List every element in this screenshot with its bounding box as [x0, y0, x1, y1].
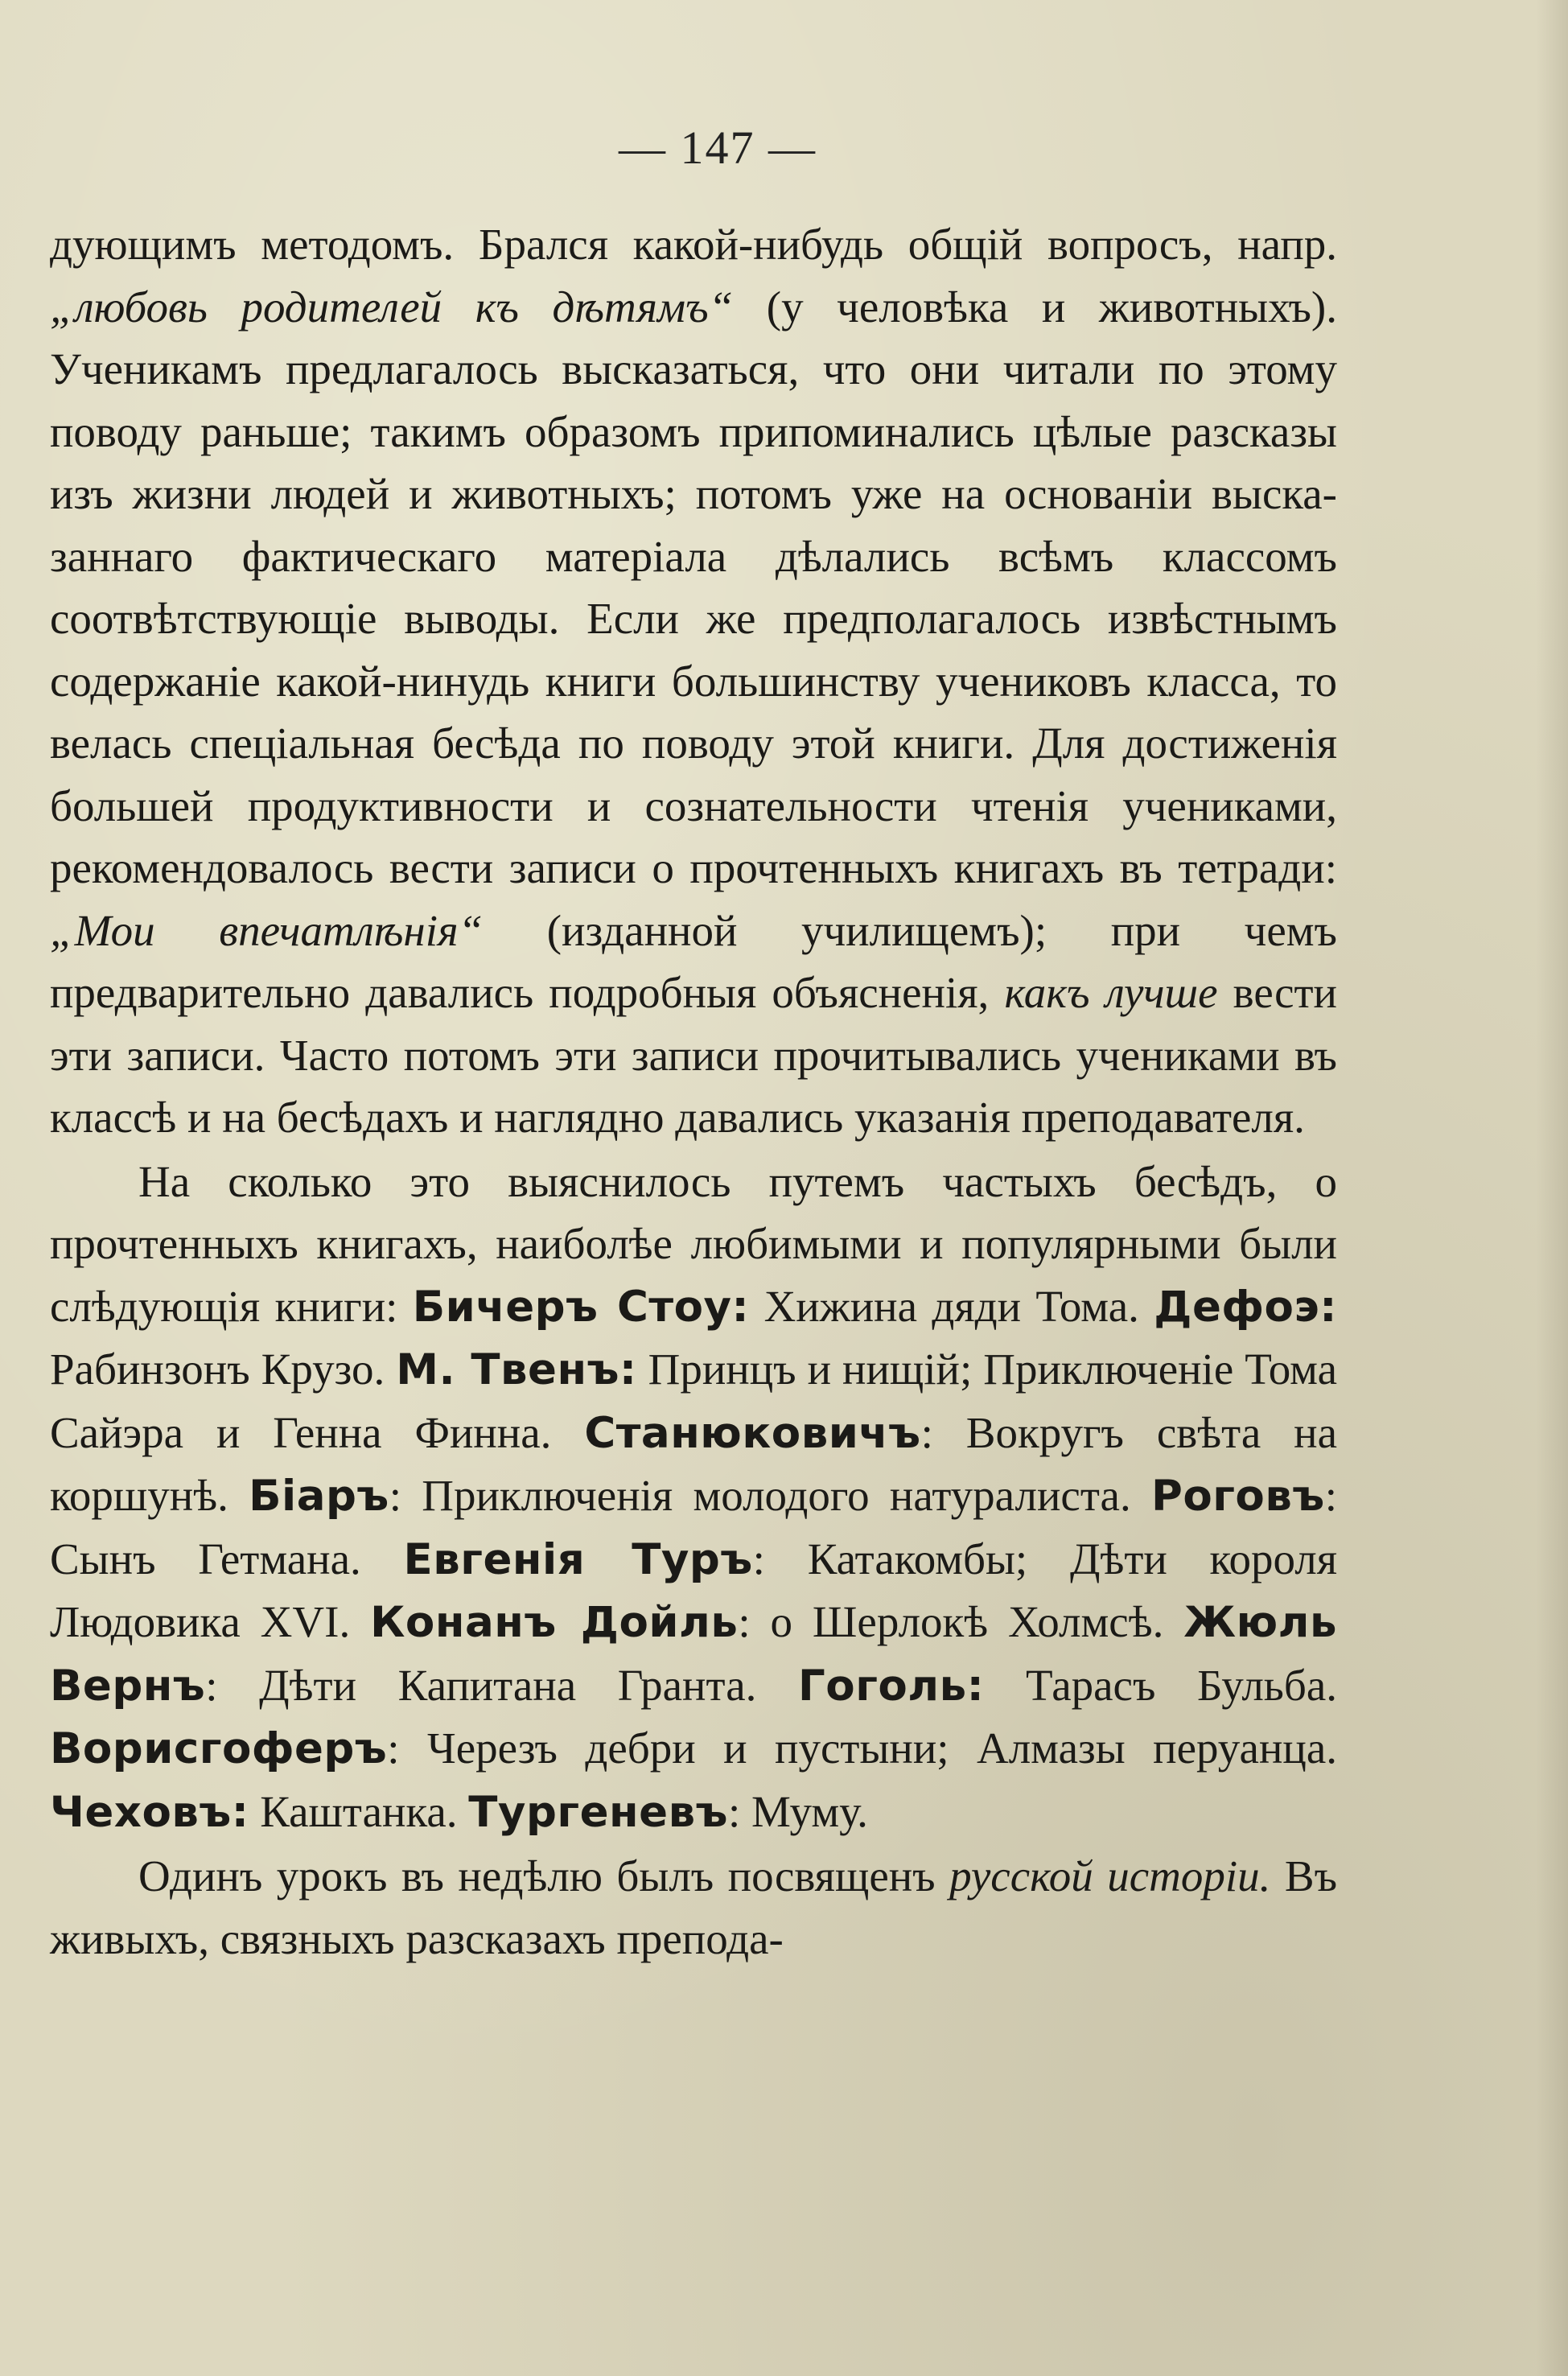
page-number: — 147 — [619, 121, 817, 174]
author-name: Станюковичъ [584, 1408, 921, 1458]
book-title: : Дѣти Капитана Гранта. [205, 1660, 799, 1710]
author-name: Жюль Вернъ [50, 1598, 1337, 1711]
author-name: Гоголь: [798, 1661, 985, 1711]
text-segment: (у человѣка и животныхъ). Ученикамъ предлагалось высказаться, что они читали по этому поводу раньше; такимъ образомъ припоминались цѣлые разсказы изъ жизни людей и животныхъ; потомъ уже на основаніи высказаннаго фактическаго матеріала дѣлались всѣмъ классомъ соотвѣтствующіе выводы. Если же предполагалось извѣстнымъ содержаніе какой-нинудь книги большинству учениковъ класса, то велась спеціальная бесѣда по поводу этой книги. Для достиженія большей продуктивности и сознательности чтенія учениками, рекомендовалось вести записи о прочтенныхъ книгахъ въ тетради: [50, 282, 1337, 892]
paragraph-russian-history [50, 1845, 1337, 1970]
page-edge-shadow [1536, 0, 1568, 2376]
book-title: : Сынъ Гетмана. [50, 1471, 1337, 1583]
text-segment: (изданной училищемъ); при чемъ предварительно давались подробныя объясненія, [50, 905, 1337, 1017]
author-name: Конанъ Дойль [370, 1598, 739, 1647]
paragraph-methodology [50, 213, 1337, 1149]
text-segment: дующимъ методомъ. Брался какой-нибудь общій вопросъ, напр. [50, 220, 1337, 269]
book-title: Принцъ и нищій; Приключеніе Тома Сайэра и Генна Финна. [50, 1344, 1337, 1457]
author-name: Дефоэ: [1154, 1282, 1337, 1332]
author-name: Біаръ [249, 1472, 389, 1521]
author-name: Бичеръ Стоу: [412, 1282, 750, 1332]
author-name: Чеховъ: [50, 1787, 249, 1837]
author-name: М. Твенъ: [396, 1345, 637, 1394]
book-title: Рабинзонъ Крузо. [50, 1344, 397, 1394]
book-title: Хижина дяди Тома. [749, 1281, 1154, 1331]
italic-phrase: „любовь родителей къ дѣтямъ“ [50, 282, 734, 331]
book-page [50, 121, 1337, 1970]
italic-phrase: „Мои впечатлѣнія“ [50, 905, 484, 955]
text-segment: вести эти записи. Часто потомъ эти записи прочитывались учениками въ классѣ и на бесѣдахъ и наглядно давались указанія преподавателя. [50, 968, 1337, 1142]
book-title: Каштанка. [249, 1786, 469, 1836]
book-title: : Черезъ дебри и пустыни; Алмазы перуанца. [387, 1723, 1337, 1773]
author-name: Ворисгоферъ [50, 1724, 388, 1773]
book-title: : Катакомбы; Дѣти короля Людовика XVI. [50, 1534, 1337, 1646]
italic-phrase: какъ лучше [1004, 968, 1218, 1017]
book-title: : Приключенія молодого натуралиста. [389, 1471, 1151, 1520]
book-title: Тарасъ Бульба. [984, 1660, 1338, 1710]
italic-phrase: русской исторіи. [949, 1851, 1271, 1900]
author-name: Роговъ [1150, 1472, 1325, 1521]
book-title: : Вокругъ свѣта на коршунѣ. [50, 1407, 1337, 1520]
text-segment: Одинъ урокъ въ недѣлю былъ посвященъ [138, 1851, 950, 1900]
text-segment: На сколько это выяснилось путемъ частыхъ бесѣдъ, о прочтенныхъ книгахъ, наиболѣе любимыми и популярными были слѣдующія книги: [50, 1156, 1337, 1331]
book-title: : о Шерлокѣ Холмсѣ. [738, 1597, 1184, 1646]
paragraph-favorite-books [50, 1151, 1337, 1844]
author-name: Евгенія Туръ [403, 1534, 753, 1584]
book-title: : Муму. [727, 1786, 868, 1836]
text-segment: Въ живыхъ, связныхъ разсказахъ препода- [50, 1851, 1338, 1963]
author-name: Тургеневъ [468, 1787, 728, 1837]
